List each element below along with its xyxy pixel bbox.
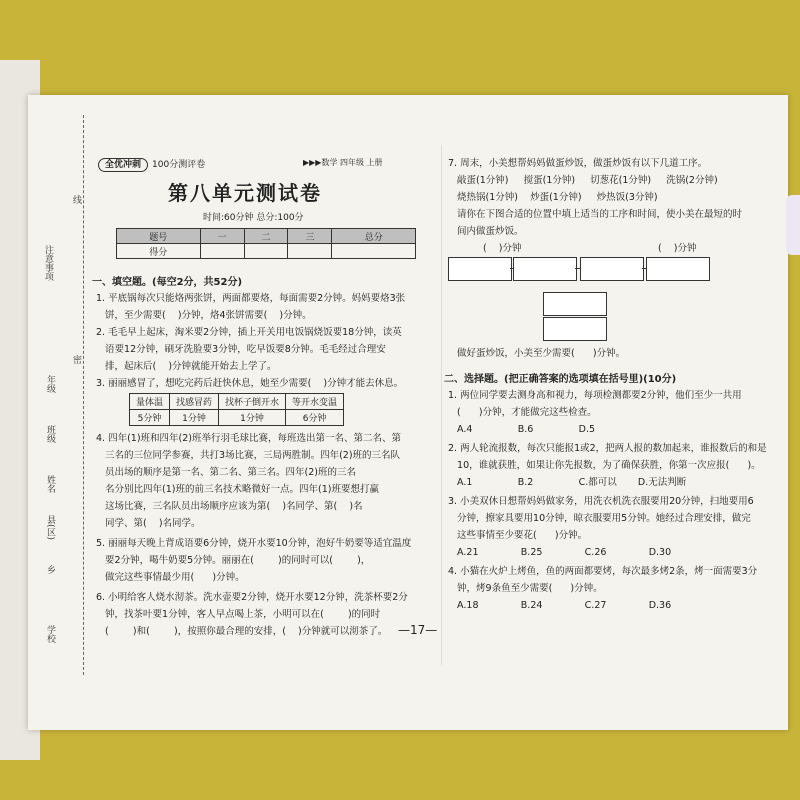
score-cell: 二 bbox=[244, 229, 288, 244]
flow-box[interactable] bbox=[513, 257, 577, 281]
task-cell: 找杯子倒开水 bbox=[219, 394, 286, 410]
score-input[interactable] bbox=[288, 244, 332, 259]
choice-2: 2. 两人轮流报数，每次只能报1或2，把两人报的数加起来，谁报数后的和是 10，谁就获胜，如果让你先报数，为了确保获胜，你第一次应报( )。 A.1 B.2 C.都可以 D.无法判断 bbox=[448, 443, 767, 488]
series-name: 全优冲刺 bbox=[98, 158, 148, 172]
question-3: 3. 丽丽感冒了，想吃完药后赶快休息，她至少需要( )分钟才能去休息。 bbox=[96, 378, 404, 389]
flow-box[interactable] bbox=[646, 257, 710, 281]
score-cell: 总分 bbox=[332, 229, 416, 244]
page-number: —17— bbox=[398, 623, 438, 637]
task-cell: 量体温 bbox=[130, 394, 170, 410]
flow-label: ( )分钟 bbox=[483, 243, 522, 254]
score-value-row bbox=[117, 244, 416, 259]
score-table bbox=[116, 228, 416, 259]
score-input[interactable] bbox=[332, 244, 416, 259]
series-tag bbox=[98, 157, 205, 170]
score-cell: 三 bbox=[288, 229, 332, 244]
task-cell: 6分钟 bbox=[286, 410, 344, 426]
score-input[interactable] bbox=[244, 244, 288, 259]
cap-object bbox=[786, 195, 800, 255]
question-5: 5. 丽丽每天晚上背成语要6分钟，烧开水要10分钟，泡好牛奶要等适宜温度 要2分钟，喝牛奶要5分钟。丽丽在( )的同时可以( )， 做完这些事情最少用( )分钟。 bbox=[96, 538, 412, 583]
question-1: 1. 平底锅每次只能烙两张饼，两面都要烙，每面需要2分钟。妈妈要烙3张 饼，至少需要( )分钟，烙4张饼需要( )分钟。 bbox=[96, 293, 406, 321]
series-sub: 100分测评卷 bbox=[152, 160, 206, 170]
section-fill-blank: 一、填空题。(每空2分，共52分) bbox=[92, 277, 243, 288]
score-header-row bbox=[117, 229, 416, 244]
exam-meta: 时间:60分钟 总分:100分 bbox=[203, 213, 304, 223]
score-input[interactable] bbox=[200, 244, 244, 259]
score-cell: 题号 bbox=[117, 229, 201, 244]
flow-box[interactable] bbox=[543, 292, 607, 316]
exam-page bbox=[28, 95, 788, 730]
flow-box[interactable] bbox=[543, 317, 607, 341]
q3-task-table bbox=[129, 393, 344, 426]
question-4: 4. 四年(1)班和四年(2)班举行羽毛球比赛，每班选出第一名、第二名、第 三名的三位同学参赛，共打3场比赛，三局两胜制。四年(2)班的三名队 员出场的顺序是第一名、第二名、第三名。四年(2)班的三名 名分别比四年(1)班的前三名技术略微好一点。四年(1)班要想打赢 这场比赛，三名队员出场顺序应该为第( )名同学、第( )名 同学、第( )名同学。 bbox=[96, 433, 401, 529]
notes-label: 注意事项 bbox=[43, 245, 53, 281]
grade-tag: ▶▶▶数学 四年级 上册 bbox=[303, 158, 383, 167]
question-7-end: 做好蛋炒饭，小美至少需要( )分钟。 bbox=[448, 348, 626, 359]
name-label: 姓名 bbox=[45, 475, 55, 493]
task-cell: 1分钟 bbox=[170, 410, 219, 426]
question-6: 6. 小明给客人烧水沏茶。洗水壶要2分钟，烧开水要12分钟，洗茶杯要2分 钟，找茶叶要1分钟，客人早点喝上茶，小明可以在( )的同时 ( )和( )，按照你最合理的安排，( )分钟就可以沏茶了。 bbox=[96, 592, 408, 637]
question-7: 7. 周末，小美想帮妈妈做蛋炒饭，做蛋炒饭有以下几道工序。 敲蛋(1分钟) 搅蛋(1分钟) 切葱花(1分钟) 洗锅(2分钟) 烧热锅(1分钟) 炒蛋(1分钟) 炒热饭(3分钟) 请你在下图合适的位置中填上适当的工序和时间，使小美在最短的时 间内做蛋炒饭。 bbox=[448, 158, 743, 237]
flow-box[interactable] bbox=[580, 257, 644, 281]
task-cell: 1分钟 bbox=[219, 410, 286, 426]
task-cell: 5分钟 bbox=[130, 410, 170, 426]
score-cell: 一 bbox=[200, 229, 244, 244]
page-title: 第八单元测试卷 bbox=[168, 181, 322, 205]
grade-label: 年级 bbox=[45, 375, 55, 393]
flow-label: ( )分钟 bbox=[658, 243, 697, 254]
task-cell: 找感冒药 bbox=[170, 394, 219, 410]
choice-1: 1. 两位同学要去测身高和视力，每项检测都要2分钟，他们至少一共用 ( )分钟，才能做完这些检查。 A.4 B.6 D.5 bbox=[448, 390, 742, 435]
school-label: 学校 bbox=[45, 625, 55, 643]
town-label: 乡 bbox=[45, 565, 55, 574]
binding-margin bbox=[28, 95, 88, 730]
question-2: 2. 毛毛早上起床，淘米要2分钟，插上开关用电饭锅烧饭要18分钟，读英 语要12分钟，刷牙洗脸要3分钟，吃早饭要8分钟。毛毛经过合理安 排，起床后( )分钟就能开始去上学了。 bbox=[96, 327, 402, 372]
seal-mark: 密 bbox=[71, 355, 81, 364]
task-cell: 等开水变温 bbox=[286, 394, 344, 410]
county-label: 县(区) bbox=[45, 515, 55, 541]
flow-box[interactable] bbox=[448, 257, 512, 281]
line-mark: 线 bbox=[71, 195, 81, 204]
page-fold bbox=[441, 145, 442, 665]
choice-3: 3. 小美双休日想帮妈妈做家务，用洗衣机洗衣服要用20分钟，扫地要用6 分钟，擦家具要用10分钟，晾衣服要用5分钟。她经过合理安排，做完 这些事情至少要花( )分钟。 A.21 B.25 C.26 D.30 bbox=[448, 496, 754, 558]
class-label: 班级 bbox=[45, 425, 55, 443]
cut-line bbox=[83, 115, 84, 675]
section-choice: 二、选择题。(把正确答案的选项填在括号里)(10分) bbox=[444, 374, 677, 385]
score-cell: 得分 bbox=[117, 244, 201, 259]
choice-4: 4. 小猫在火炉上烤鱼，鱼的两面都要烤，每次最多烤2条，烤一面需要3分 钟，烤9条鱼至少需要( )分钟。 A.18 B.24 C.27 D.36 bbox=[448, 566, 758, 611]
